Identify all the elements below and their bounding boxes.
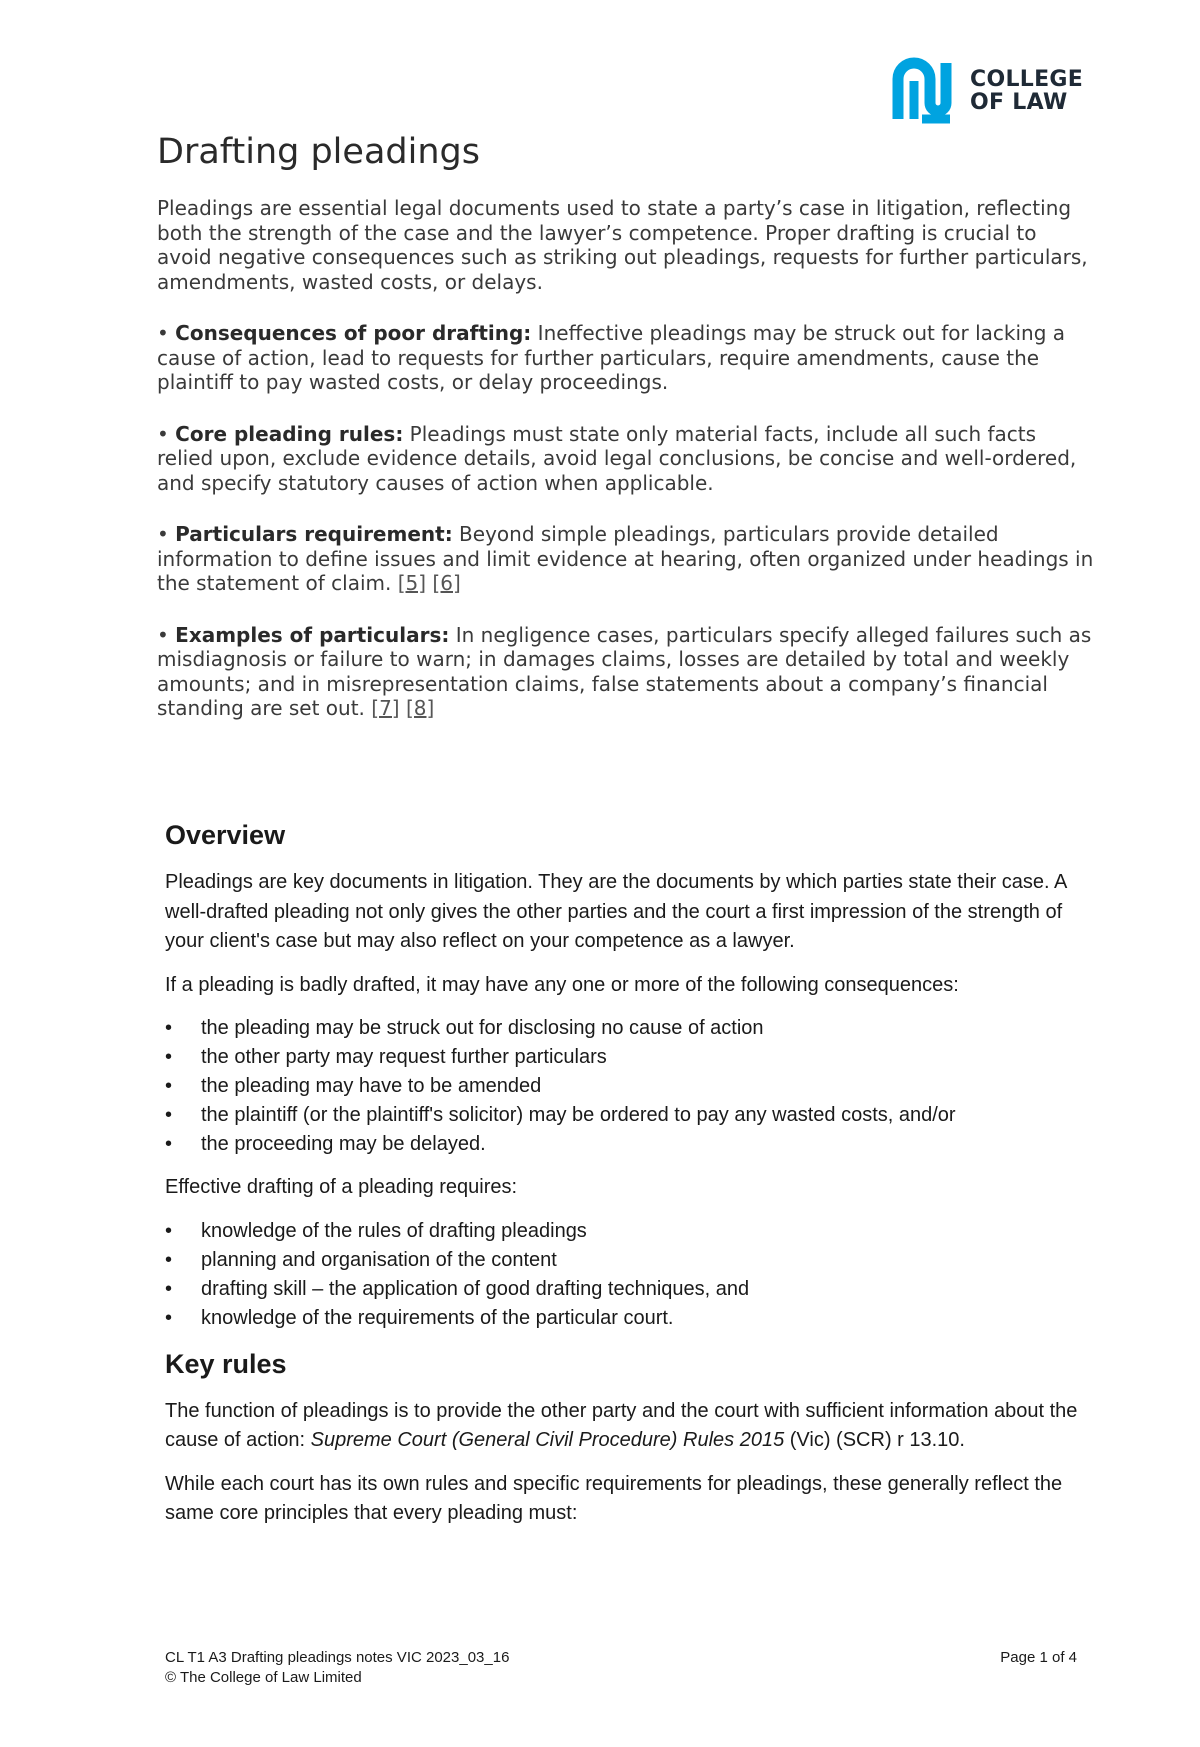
key-rules-paragraph: While each court has its own rules and specific requirements for pleadings, these generally reflect the same core principles that every pleading must: xyxy=(165,1472,1063,1524)
list-item-text: the pleading may have to be amended xyxy=(201,1075,542,1097)
legislation-title: Supreme Court (General Civil Procedure) Rules 2015 xyxy=(310,1429,785,1451)
citation-link[interactable]: [5] xyxy=(397,571,427,595)
overview-paragraph: Effective drafting of a pleading requires: xyxy=(165,1176,518,1198)
list-item xyxy=(165,1101,1085,1130)
logo-text-line1: COLLEGE xyxy=(970,67,1084,92)
citation-link[interactable]: [7] xyxy=(371,696,400,720)
list-item-text: planning and organisation of the content xyxy=(201,1248,557,1271)
summary-point-label: Examples of particulars: xyxy=(175,622,450,647)
bullet: • xyxy=(165,1248,173,1271)
list-item xyxy=(165,1304,1085,1333)
page-title: Drafting pleadings xyxy=(157,132,480,172)
list-item xyxy=(165,1246,1085,1275)
summary-point-text: In negligence cases, particulars specify alleged failures such as misdiagnosis or failure to warn; in damages claims, losses are detailed by total and weekly amounts; and in misrepresentation claims, false statements about a company’s financial standing are set out. xyxy=(157,622,1092,720)
list-item-text: knowledge of the requirements of the particular court. xyxy=(201,1306,674,1329)
bullet: • xyxy=(165,1104,173,1126)
summary-point-text: Ineffective pleadings may be struck out for lacking a cause of action, lead to requests for further particulars, require amendments, cause the plaintiff to pay wasted costs, or delay proceedings. xyxy=(157,321,1066,394)
list-item xyxy=(165,1275,1085,1304)
list-item-text: drafting skill – the application of good drafting techniques, and xyxy=(201,1277,750,1300)
footer-copyright: © The College of Law Limited xyxy=(165,1669,362,1686)
bullet: • xyxy=(165,1046,173,1068)
bullet: • xyxy=(165,1017,173,1039)
key-rules-text: The function of pleadings is to provide the other party and the court with sufficient information about the cause of action: xyxy=(165,1399,1078,1451)
bullet: • xyxy=(165,1277,173,1300)
summary-bullet: • xyxy=(157,522,169,546)
bullet: • xyxy=(165,1133,173,1155)
document-body xyxy=(165,818,1085,1543)
consequences-list xyxy=(165,1014,1085,1159)
college-of-law-logo xyxy=(892,56,1112,126)
bullet: • xyxy=(165,1075,173,1097)
footer-doc-ref: CL T1 A3 Drafting pleadings notes VIC 2023_03_16 xyxy=(165,1649,510,1666)
summary-point xyxy=(157,422,1097,496)
key-rules-text: (Vic) (SCR) r 13.10. xyxy=(784,1429,965,1451)
summary-point xyxy=(157,623,1097,721)
overview-heading: Overview xyxy=(165,820,286,850)
list-item-text: knowledge of the rules of drafting pleadings xyxy=(201,1219,587,1242)
summary-bullet: • xyxy=(157,321,169,345)
summary-point xyxy=(157,522,1097,596)
list-item-text: the plaintiff (or the plaintiff's solicitor) may be ordered to pay any wasted costs, and/or xyxy=(201,1104,956,1126)
college-of-law-logo-icon xyxy=(892,57,956,125)
summary-point-label: Particulars requirement: xyxy=(175,522,453,546)
footer-page-number: Page 1 of 4 xyxy=(1000,1649,1077,1666)
bullet: • xyxy=(165,1306,173,1329)
summary-point-text: Beyond simple pleadings, particulars provide detailed information to define issues and limit evidence at hearing, often organized under headings in the statement of claim. xyxy=(157,522,1094,595)
summary-bullet: • xyxy=(157,622,169,647)
citation-link[interactable]: [8] xyxy=(405,696,435,720)
summary-point-text: Pleadings must state only material facts, include all such facts relied upon, exclude evidence details, avoid legal conclusions, be concise and well-ordered, and specify statutory causes of action when applicable. xyxy=(157,421,1077,495)
key-rules-paragraph xyxy=(165,1397,1085,1456)
summary-bullet: • xyxy=(157,421,169,446)
overview-paragraph: Pleadings are key documents in litigation. They are the documents by which parties state their case. A well-drafted pleading not only gives the other parties and the court a first impression of the strength of your client's case but may also reflect on your competence as a lawyer. xyxy=(165,871,1067,952)
citation-link[interactable]: [6] xyxy=(432,571,461,595)
requirements-list xyxy=(165,1217,1085,1333)
summary-intro: Pleadings are essential legal documents used to state a party’s case in litigation, reflecting both the strength of the case and the lawyer’s competence. Proper drafting is crucial to avoid negative consequences such as striking out pleadings, requests for further particulars, amendments, wasted costs, or delays. xyxy=(157,196,1088,294)
summary-section xyxy=(157,130,1097,748)
list-item xyxy=(165,1072,1085,1101)
summary-point-label: Core pleading rules: xyxy=(175,421,404,446)
summary-point-label: Consequences of poor drafting: xyxy=(175,321,532,345)
page-footer xyxy=(165,1648,1077,1688)
list-item xyxy=(165,1014,1085,1043)
list-item xyxy=(165,1043,1085,1072)
list-item xyxy=(165,1217,1085,1246)
key-rules-heading: Key rules xyxy=(165,1348,287,1379)
bullet: • xyxy=(165,1219,173,1242)
logo-text-line2: OF LAW xyxy=(970,90,1068,115)
list-item xyxy=(165,1130,1085,1159)
summary-point xyxy=(157,321,1097,395)
overview-paragraph: If a pleading is badly drafted, it may have any one or more of the following consequences: xyxy=(165,973,959,996)
list-item-text: the proceeding may be delayed. xyxy=(201,1133,486,1155)
list-item-text: the other party may request further particulars xyxy=(201,1046,607,1068)
list-item-text: the pleading may be struck out for disclosing no cause of action xyxy=(201,1017,764,1039)
